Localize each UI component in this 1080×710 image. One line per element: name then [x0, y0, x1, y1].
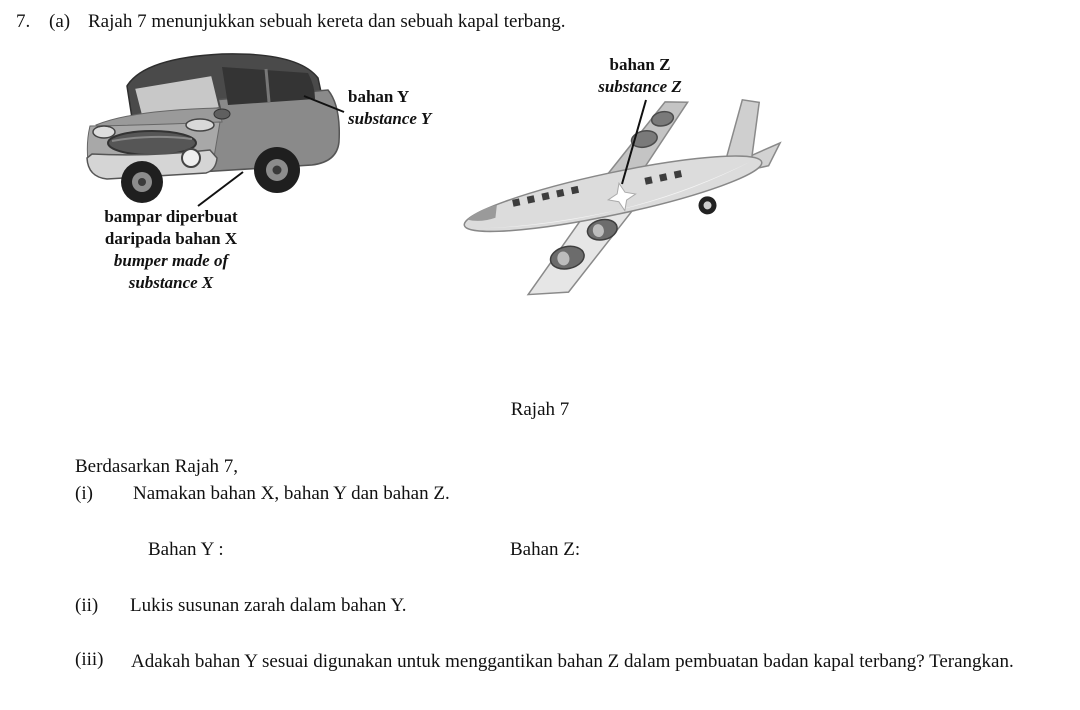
label-substance-z-en: substance Z	[598, 77, 682, 96]
label-substance-x-en-2: substance X	[128, 273, 214, 292]
car-image	[72, 46, 342, 208]
based-on-text: Berdasarkan Rajah 7,	[75, 456, 239, 477]
figure-caption: Rajah 7	[510, 399, 570, 420]
item-ii-text: Lukis susunan zarah dalam bahan Y.	[130, 595, 407, 616]
answer-prompt-bahan-z: Bahan Z:	[510, 539, 581, 560]
airplane-image	[452, 88, 787, 306]
label-substance-x-en-1: bumper made of	[113, 251, 229, 270]
airplane-illustration	[452, 88, 787, 306]
label-substance-z	[565, 54, 715, 98]
label-substance-y-ms: bahan Y	[348, 87, 410, 106]
label-substance-z-ms: bahan Z	[609, 55, 671, 74]
answer-prompt-bahan-y: Bahan Y :	[148, 539, 224, 560]
label-substance-x-ms-1: bampar diperbuat	[104, 207, 238, 226]
question-number: 7.	[16, 11, 31, 32]
item-i-text: Namakan bahan X, bahan Y dan bahan Z.	[133, 483, 450, 504]
item-ii-label: (ii)	[75, 595, 99, 616]
label-substance-y	[348, 86, 431, 130]
item-iii-label: (iii)	[75, 649, 104, 670]
item-iii-text: Adakah bahan Y sesuai digunakan untuk menggantikan bahan Z dalam pembuatan badan kapal terbang? Terangkan.	[131, 651, 1014, 672]
question-intro-text: Rajah 7 menunjukkan sebuah kereta dan sebuah kapal terbang.	[88, 11, 566, 32]
car-illustration	[72, 46, 342, 208]
label-substance-x	[85, 206, 257, 294]
label-substance-x-ms-2: daripada bahan X	[104, 229, 238, 248]
question-part-label: (a)	[49, 11, 71, 32]
item-i-label: (i)	[75, 483, 93, 504]
label-substance-y-en: substance Y	[348, 109, 432, 128]
